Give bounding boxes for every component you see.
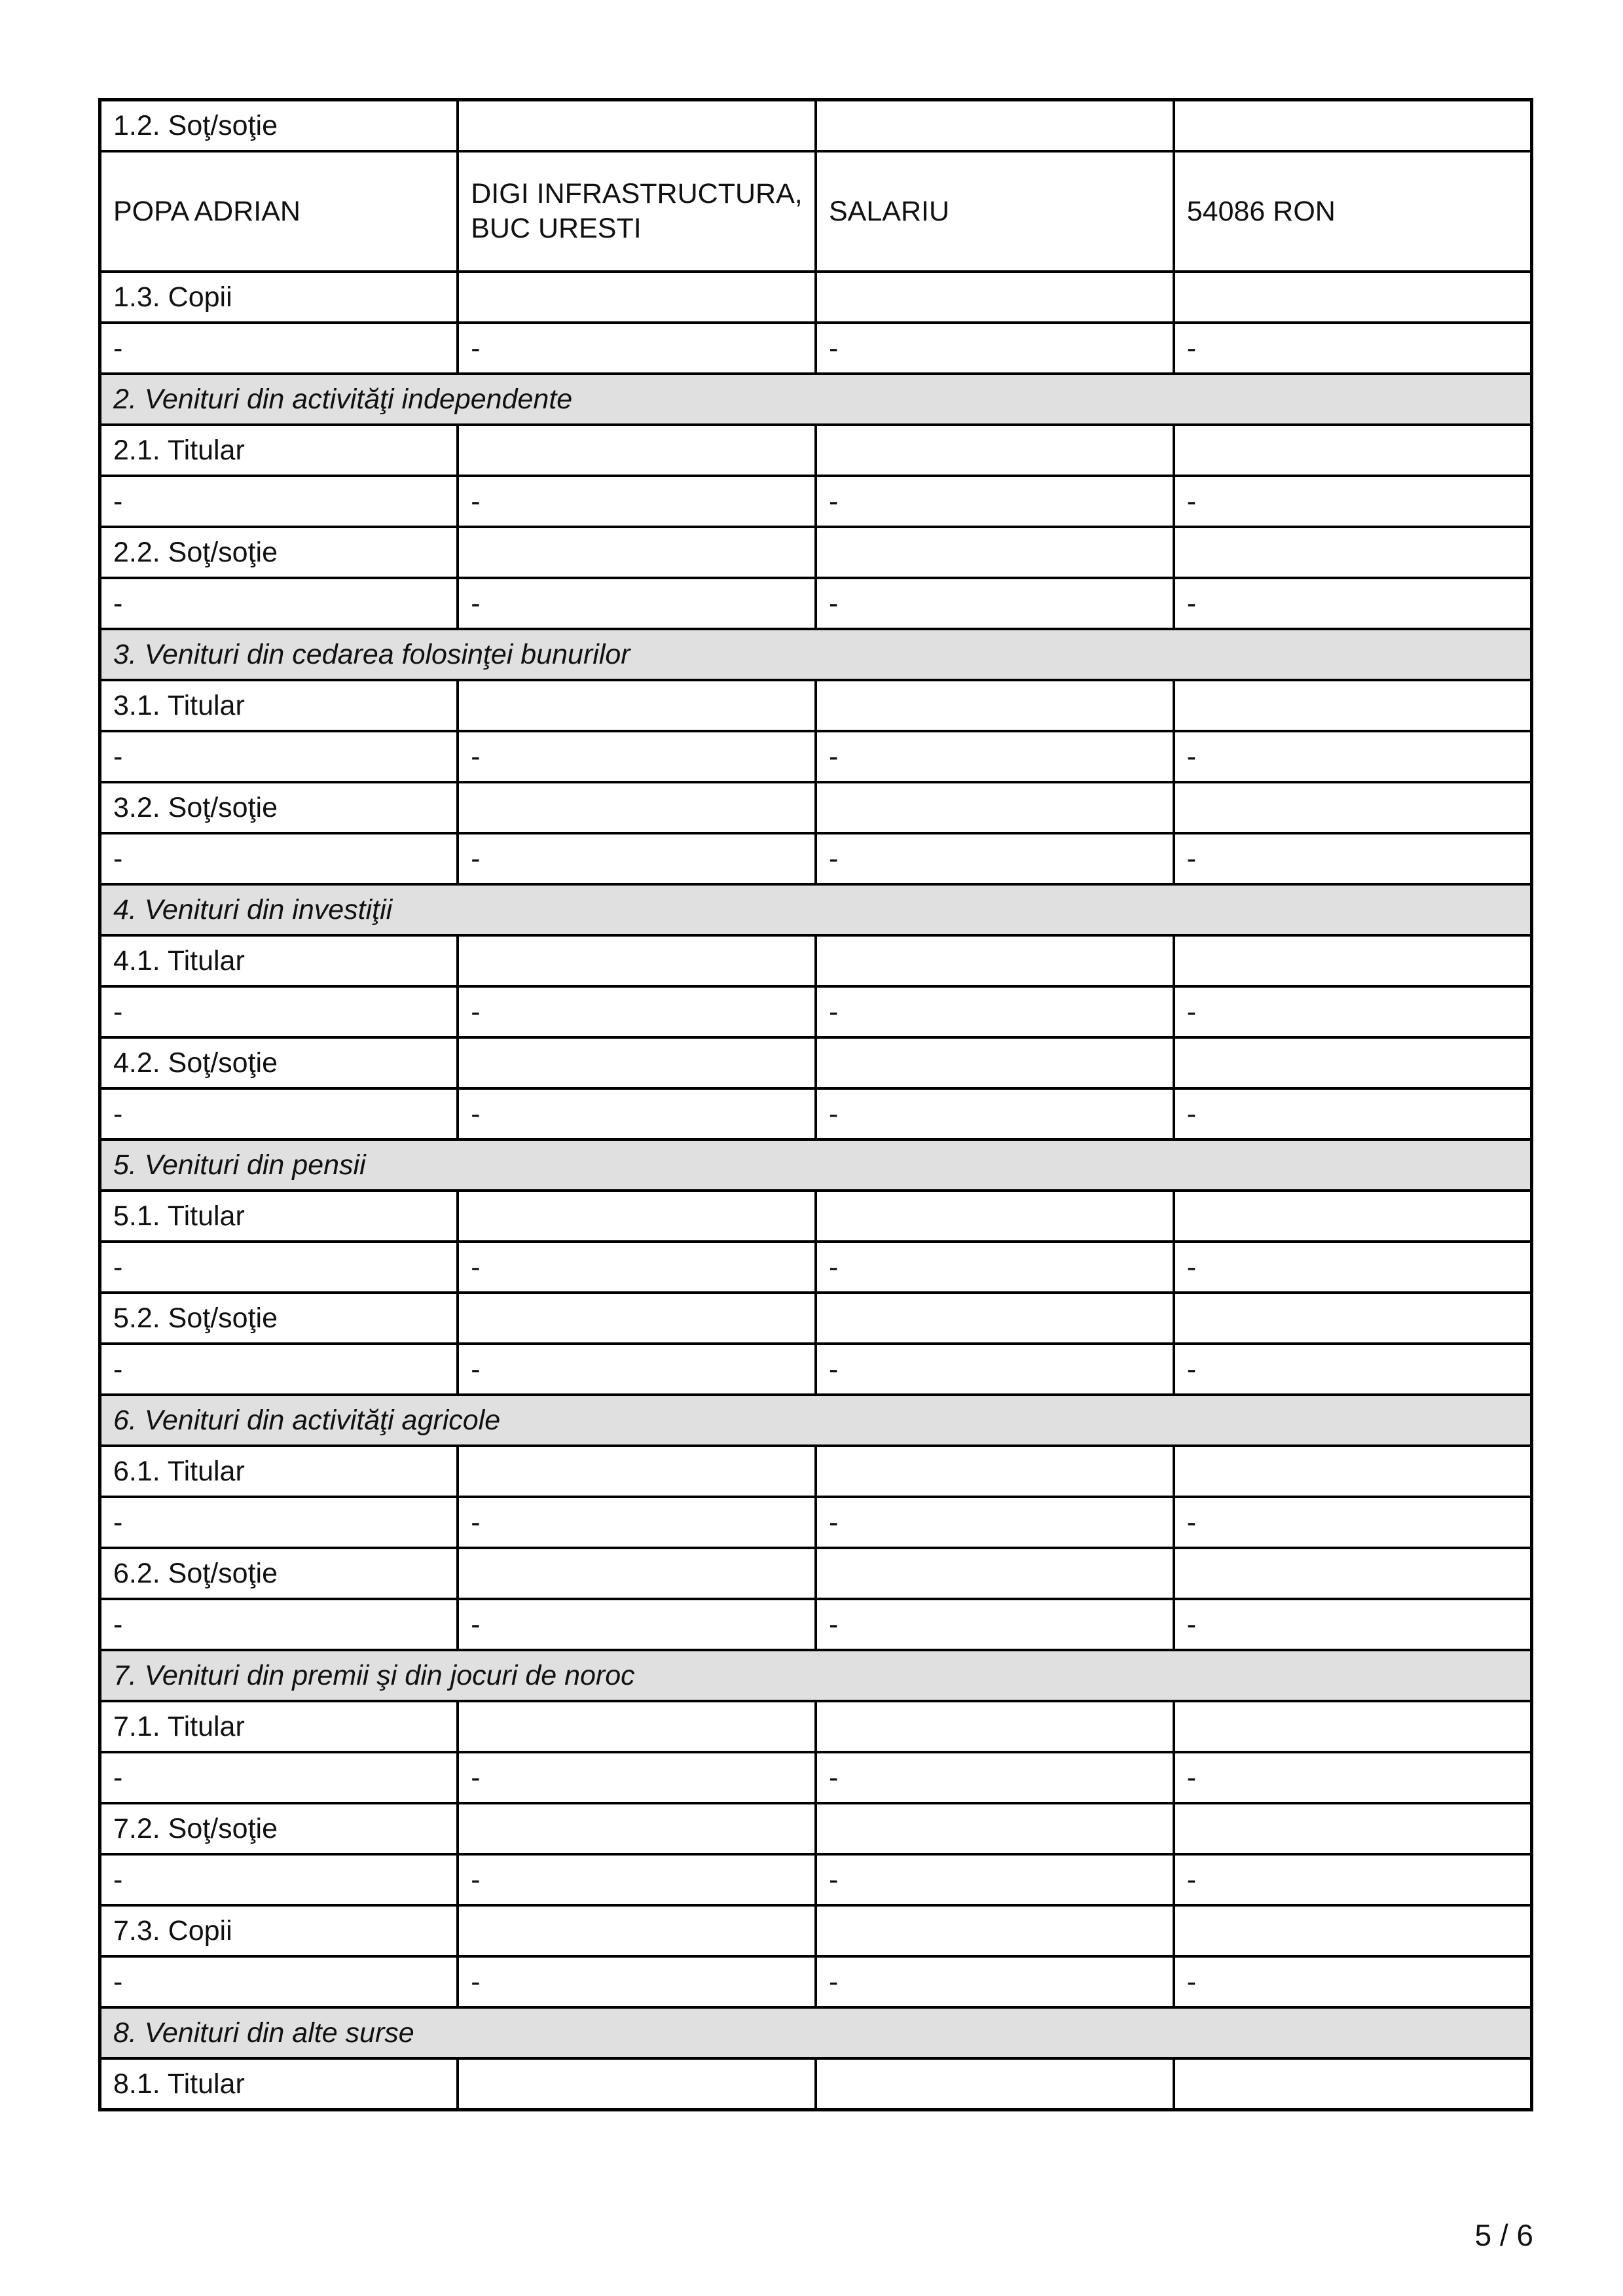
table-cell: - bbox=[1174, 323, 1532, 374]
empty-cell bbox=[816, 1701, 1174, 1752]
subsection-row bbox=[100, 1803, 1532, 1854]
subsection-label: 5.2. Soţ/soţie bbox=[100, 1293, 458, 1344]
empty-cell bbox=[1174, 680, 1532, 731]
subsection-row bbox=[100, 680, 1532, 731]
table-cell: - bbox=[816, 833, 1174, 884]
table-cell: - bbox=[458, 578, 816, 629]
empty-cell bbox=[816, 1191, 1174, 1242]
subsection-row bbox=[100, 272, 1532, 323]
table-cell: - bbox=[816, 1599, 1174, 1650]
table-cell: - bbox=[100, 1344, 458, 1395]
table-cell: - bbox=[1174, 1956, 1532, 2007]
empty-cell bbox=[1174, 782, 1532, 833]
table-cell: - bbox=[816, 1854, 1174, 1905]
empty-cell bbox=[458, 425, 816, 476]
table-cell: - bbox=[458, 1854, 816, 1905]
table-cell: - bbox=[458, 1497, 816, 1548]
empty-cell bbox=[1174, 1548, 1532, 1599]
empty-cell bbox=[1174, 1905, 1532, 1956]
empty-cell bbox=[816, 527, 1174, 578]
table-cell: SALARIU bbox=[816, 151, 1174, 272]
empty-cell bbox=[1174, 425, 1532, 476]
table-cell: - bbox=[816, 1344, 1174, 1395]
empty-cell bbox=[458, 1446, 816, 1497]
table-cell: - bbox=[458, 476, 816, 527]
empty-cell bbox=[816, 1037, 1174, 1088]
subsection-row bbox=[100, 425, 1532, 476]
empty-cell bbox=[816, 935, 1174, 986]
table-cell: POPA ADRIAN bbox=[100, 151, 458, 272]
empty-cell bbox=[458, 527, 816, 578]
table-cell: - bbox=[100, 833, 458, 884]
table-cell: - bbox=[458, 1344, 816, 1395]
table-cell: - bbox=[1174, 1497, 1532, 1548]
table-row bbox=[100, 1344, 1532, 1395]
subsection-row bbox=[100, 1037, 1532, 1088]
table-cell: - bbox=[1174, 1344, 1532, 1395]
empty-cell bbox=[816, 1446, 1174, 1497]
subsection-label: 5.1. Titular bbox=[100, 1191, 458, 1242]
table-row bbox=[100, 1854, 1532, 1905]
table-cell: - bbox=[100, 986, 458, 1037]
table-cell: - bbox=[816, 1956, 1174, 2007]
subsection-row bbox=[100, 527, 1532, 578]
subsection-label: 6.1. Titular bbox=[100, 1446, 458, 1497]
subsection-label: 6.2. Soţ/soţie bbox=[100, 1548, 458, 1599]
table-body bbox=[100, 100, 1532, 2110]
empty-cell bbox=[816, 272, 1174, 323]
table-cell: - bbox=[100, 1854, 458, 1905]
subsection-label: 1.3. Copii bbox=[100, 272, 458, 323]
empty-cell bbox=[1174, 2058, 1532, 2110]
table-cell: - bbox=[458, 731, 816, 782]
section-header-row bbox=[100, 1395, 1532, 1446]
empty-cell bbox=[1174, 1446, 1532, 1497]
table-cell: - bbox=[1174, 578, 1532, 629]
empty-cell bbox=[458, 1191, 816, 1242]
table-cell: - bbox=[816, 476, 1174, 527]
empty-cell bbox=[458, 1803, 816, 1854]
empty-cell bbox=[1174, 1701, 1532, 1752]
subsection-label: 4.1. Titular bbox=[100, 935, 458, 986]
table-row bbox=[100, 1752, 1532, 1803]
subsection-label: 8.1. Titular bbox=[100, 2058, 458, 2110]
table-cell: - bbox=[100, 1497, 458, 1548]
table-cell: - bbox=[458, 833, 816, 884]
empty-cell bbox=[816, 100, 1174, 152]
table-row bbox=[100, 731, 1532, 782]
table-cell: - bbox=[458, 1088, 816, 1139]
table-cell: - bbox=[100, 1088, 458, 1139]
table-cell: - bbox=[458, 1599, 816, 1650]
empty-cell bbox=[816, 680, 1174, 731]
subsection-row bbox=[100, 100, 1532, 152]
section-header-row bbox=[100, 2007, 1532, 2058]
table-cell: - bbox=[1174, 986, 1532, 1037]
subsection-row bbox=[100, 782, 1532, 833]
empty-cell bbox=[458, 1548, 816, 1599]
table-cell: - bbox=[1174, 1088, 1532, 1139]
table-row bbox=[100, 151, 1532, 272]
table-cell: - bbox=[100, 323, 458, 374]
table-cell: - bbox=[816, 1752, 1174, 1803]
section-title: 6. Venituri din activităţi agricole bbox=[100, 1395, 1532, 1446]
table-row bbox=[100, 1242, 1532, 1293]
empty-cell bbox=[458, 2058, 816, 2110]
subsection-row bbox=[100, 1293, 1532, 1344]
empty-cell bbox=[1174, 935, 1532, 986]
subsection-row bbox=[100, 2058, 1532, 2110]
table-cell: - bbox=[1174, 833, 1532, 884]
table-cell: - bbox=[100, 1242, 458, 1293]
table-cell: - bbox=[816, 1497, 1174, 1548]
subsection-row bbox=[100, 935, 1532, 986]
section-title: 3. Venituri din cedarea folosinţei bunurilor bbox=[100, 629, 1532, 680]
empty-cell bbox=[816, 1293, 1174, 1344]
section-title: 8. Venituri din alte surse bbox=[100, 2007, 1532, 2058]
subsection-label: 1.2. Soţ/soţie bbox=[100, 100, 458, 152]
empty-cell bbox=[1174, 1803, 1532, 1854]
empty-cell bbox=[816, 1803, 1174, 1854]
empty-cell bbox=[458, 1701, 816, 1752]
table-row bbox=[100, 323, 1532, 374]
table-row bbox=[100, 1956, 1532, 2007]
subsection-row bbox=[100, 1191, 1532, 1242]
subsection-label: 2.1. Titular bbox=[100, 425, 458, 476]
table-cell: - bbox=[816, 323, 1174, 374]
table-cell: - bbox=[1174, 1854, 1532, 1905]
section-title: 4. Venituri din investiţii bbox=[100, 884, 1532, 935]
table-cell: - bbox=[1174, 476, 1532, 527]
subsection-label: 2.2. Soţ/soţie bbox=[100, 527, 458, 578]
section-title: 5. Venituri din pensii bbox=[100, 1139, 1532, 1191]
subsection-label: 7.2. Soţ/soţie bbox=[100, 1803, 458, 1854]
table-cell: 54086 RON bbox=[1174, 151, 1532, 272]
table-cell: - bbox=[100, 1599, 458, 1650]
empty-cell bbox=[458, 782, 816, 833]
table-cell: - bbox=[100, 578, 458, 629]
table-cell: - bbox=[1174, 1599, 1532, 1650]
empty-cell bbox=[458, 272, 816, 323]
subsection-label: 3.2. Soţ/soţie bbox=[100, 782, 458, 833]
table-row bbox=[100, 1497, 1532, 1548]
subsection-label: 3.1. Titular bbox=[100, 680, 458, 731]
empty-cell bbox=[1174, 1037, 1532, 1088]
table-cell: - bbox=[816, 578, 1174, 629]
table-cell: DIGI INFRASTRUCTURA, BUC URESTI bbox=[458, 151, 816, 272]
table-row bbox=[100, 986, 1532, 1037]
table-cell: - bbox=[458, 1242, 816, 1293]
table-cell: - bbox=[816, 731, 1174, 782]
table-cell: - bbox=[100, 731, 458, 782]
subsection-row bbox=[100, 1701, 1532, 1752]
empty-cell bbox=[1174, 272, 1532, 323]
table-row bbox=[100, 1599, 1532, 1650]
empty-cell bbox=[816, 1905, 1174, 1956]
empty-cell bbox=[1174, 527, 1532, 578]
subsection-label: 4.2. Soţ/soţie bbox=[100, 1037, 458, 1088]
subsection-label: 7.3. Copii bbox=[100, 1905, 458, 1956]
empty-cell bbox=[458, 1293, 816, 1344]
section-header-row bbox=[100, 1139, 1532, 1191]
section-header-row bbox=[100, 884, 1532, 935]
empty-cell bbox=[458, 1905, 816, 1956]
empty-cell bbox=[816, 2058, 1174, 2110]
table-cell: - bbox=[458, 1752, 816, 1803]
table-cell: - bbox=[816, 1088, 1174, 1139]
table-cell: - bbox=[100, 1956, 458, 2007]
table-row bbox=[100, 833, 1532, 884]
empty-cell bbox=[458, 100, 816, 152]
table-cell: - bbox=[1174, 1242, 1532, 1293]
empty-cell bbox=[458, 680, 816, 731]
table-cell: - bbox=[458, 986, 816, 1037]
table-cell: - bbox=[816, 1242, 1174, 1293]
table-cell: - bbox=[100, 476, 458, 527]
table-cell: - bbox=[100, 1752, 458, 1803]
section-title: 7. Venituri din premii şi din jocuri de noroc bbox=[100, 1650, 1532, 1701]
page-number: 5 / 6 bbox=[1474, 2218, 1533, 2252]
table-cell: - bbox=[458, 1956, 816, 2007]
empty-cell bbox=[816, 425, 1174, 476]
section-header-row bbox=[100, 1650, 1532, 1701]
subsection-row bbox=[100, 1446, 1532, 1497]
subsection-row bbox=[100, 1548, 1532, 1599]
section-header-row bbox=[100, 629, 1532, 680]
section-header-row bbox=[100, 374, 1532, 425]
table-row bbox=[100, 1088, 1532, 1139]
empty-cell bbox=[1174, 100, 1532, 152]
empty-cell bbox=[816, 782, 1174, 833]
table-cell: - bbox=[1174, 1752, 1532, 1803]
empty-cell bbox=[1174, 1293, 1532, 1344]
table-cell: - bbox=[816, 986, 1174, 1037]
empty-cell bbox=[458, 1037, 816, 1088]
empty-cell bbox=[1174, 1191, 1532, 1242]
subsection-label: 7.1. Titular bbox=[100, 1701, 458, 1752]
subsection-row bbox=[100, 1905, 1532, 1956]
table-cell: - bbox=[458, 323, 816, 374]
table-cell: - bbox=[1174, 731, 1532, 782]
table-row bbox=[100, 476, 1532, 527]
income-declaration-table bbox=[98, 98, 1533, 2111]
empty-cell bbox=[458, 935, 816, 986]
table-row bbox=[100, 578, 1532, 629]
section-title: 2. Venituri din activităţi independente bbox=[100, 374, 1532, 425]
empty-cell bbox=[816, 1548, 1174, 1599]
